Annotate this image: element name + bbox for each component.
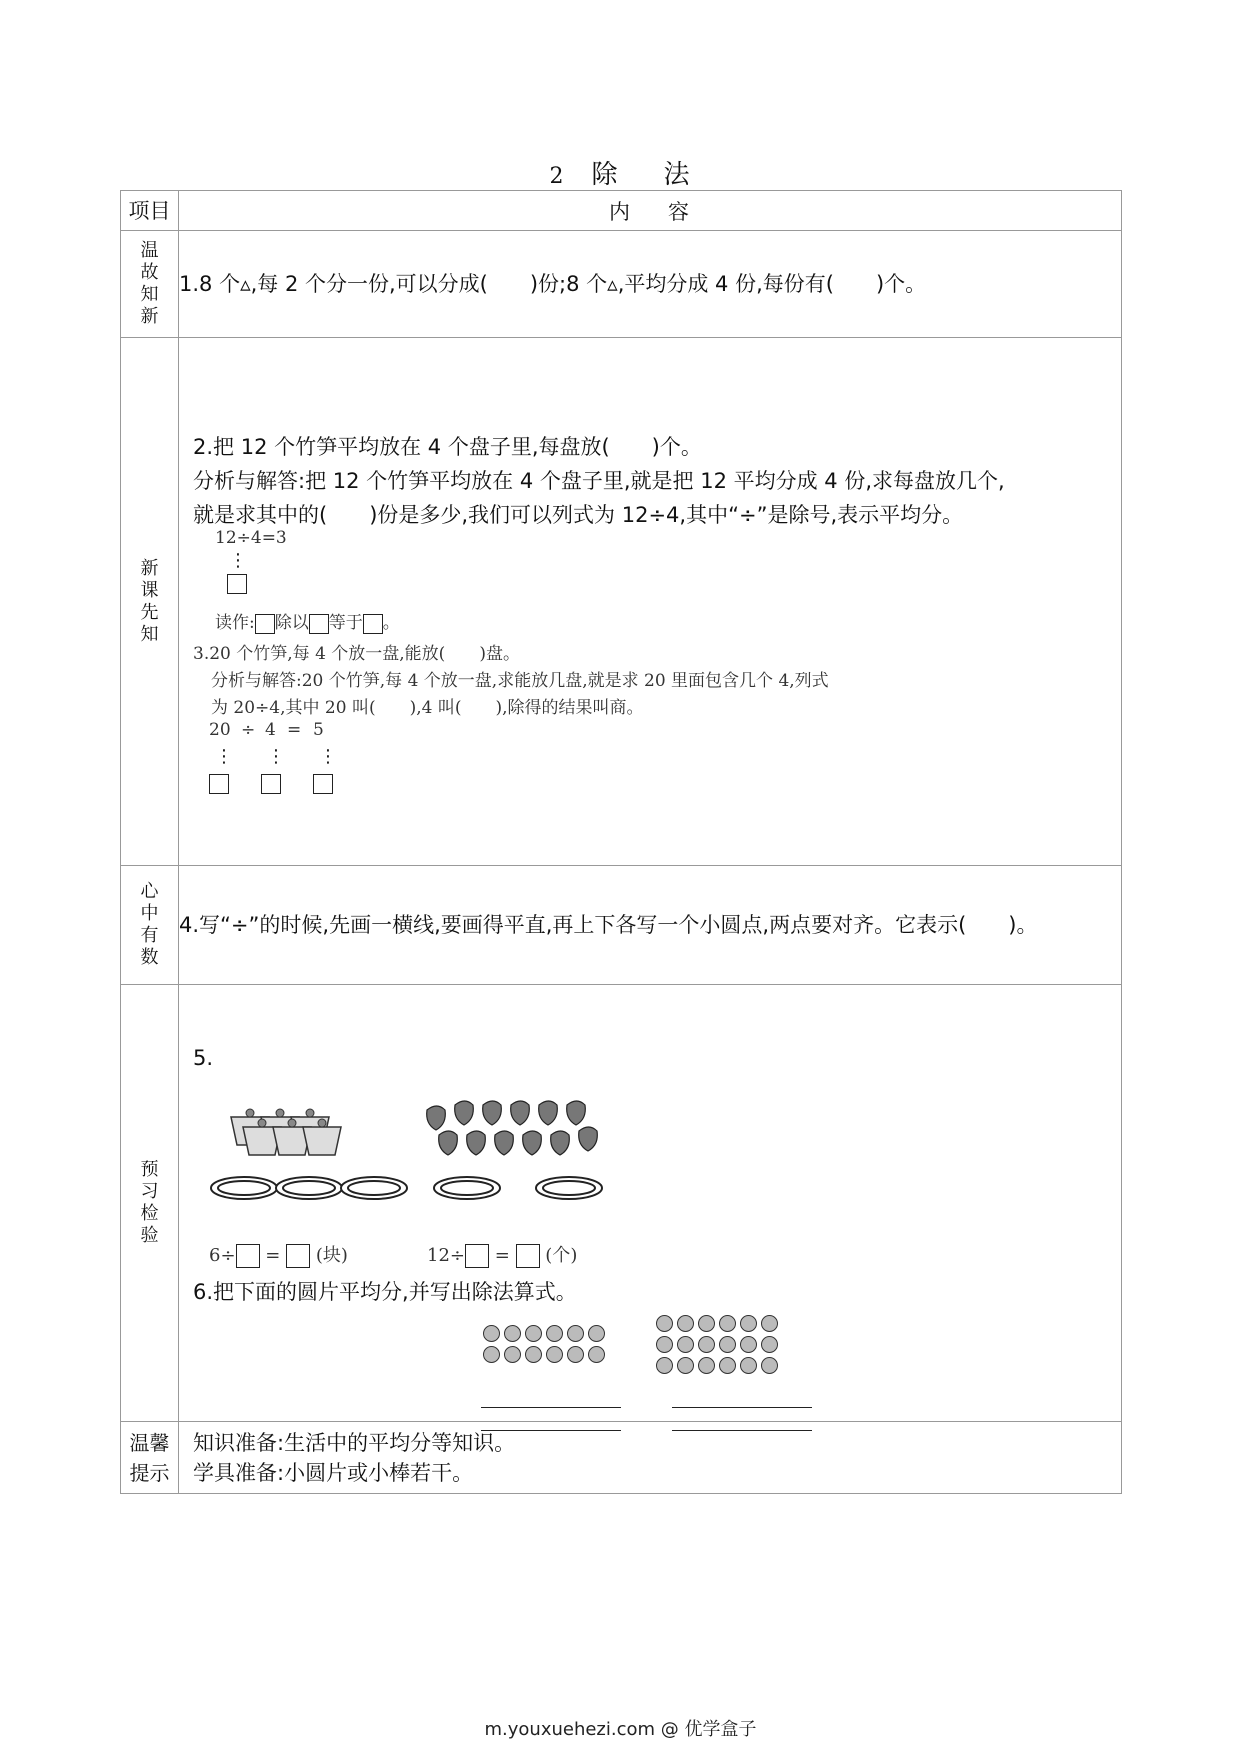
q6-answer-lines-left (481, 1385, 621, 1431)
question-3: 3.20 个竹笋,每 4 个放一盘,能放( )盘。 (193, 644, 520, 664)
label-char: 先 (140, 601, 159, 623)
disc-icon (677, 1336, 694, 1353)
answer-box[interactable] (516, 1244, 540, 1268)
label-char: 有 (140, 925, 159, 946)
row-mindful (121, 866, 1122, 985)
read-end: 。 (382, 613, 400, 633)
disc-icon (567, 1325, 584, 1342)
tips-content (179, 1422, 1122, 1494)
disc-icon (588, 1325, 605, 1342)
tip-tools: 学具准备:小圆片或小棒若干。 (193, 1460, 474, 1485)
header-row (121, 191, 1122, 231)
disc-icon (588, 1346, 605, 1363)
q5-equation-2 (427, 1241, 577, 1268)
preview-content (179, 985, 1122, 1422)
vdots-icon: ⋮ (215, 746, 233, 767)
label-char: 检 (140, 1203, 159, 1224)
label-char: 中 (140, 903, 159, 924)
question-1: 1.8 个▵,每 2 个分一份,可以分成( )份;8 个▵,平均分成 4 份,每份有( )个。 (179, 231, 1122, 338)
label-new-lesson (121, 338, 179, 866)
q5-eq1-dividend: 6÷ (209, 1245, 236, 1266)
disc-icon (740, 1336, 757, 1353)
strawberry-icon (427, 1106, 446, 1130)
header-content-b: 容 (668, 199, 691, 224)
question-3-analysis-2: 为 20÷4,其中 20 叫( ),4 叫( ),除得的结果叫商。 (211, 698, 644, 718)
answer-box[interactable] (309, 614, 329, 634)
label-char: 预 (140, 1159, 159, 1180)
lesson-number: 2 (549, 164, 566, 189)
disc-icon (740, 1357, 757, 1374)
strawberry-icon (579, 1127, 598, 1151)
disc-icon (740, 1315, 757, 1332)
disc-icon (761, 1336, 778, 1353)
cake-icon (303, 1127, 341, 1155)
label-char: 温 (140, 240, 159, 261)
answer-line[interactable] (672, 1430, 812, 1431)
eq2-dividend: 20 (209, 720, 231, 740)
label-char: 数 (140, 947, 159, 968)
disc-icon (719, 1315, 736, 1332)
q5-illustration (189, 1095, 629, 1250)
label-word: 温馨 (129, 1430, 170, 1455)
disc-icon (656, 1336, 673, 1353)
header-content-a: 内 (609, 199, 632, 224)
lesson-table (120, 190, 1122, 1494)
label-preview (121, 985, 179, 1422)
answer-box[interactable] (465, 1244, 489, 1268)
disc-icon (483, 1346, 500, 1363)
strawberry-icon (495, 1131, 514, 1155)
strawberry-group (427, 1101, 598, 1155)
header-item: 项目 (121, 191, 179, 231)
strawberry-icon (511, 1101, 530, 1125)
title-char-1: 除 (591, 160, 620, 190)
question-2: 2.把 12 个竹笋平均放在 4 个盘子里,每盘放( )个。 (193, 435, 702, 459)
answer-box[interactable] (209, 774, 229, 794)
answer-line[interactable] (481, 1430, 621, 1431)
title-char-2: 法 (663, 160, 692, 190)
disc-icon (525, 1346, 542, 1363)
q6-answer-lines-right (672, 1385, 812, 1431)
strawberry-icon (551, 1131, 570, 1155)
disc-icon (677, 1357, 694, 1374)
read-divide: 除以 (274, 613, 309, 633)
label-char: 心 (140, 881, 159, 902)
disc-icon (719, 1357, 736, 1374)
strawberry-icon (483, 1101, 502, 1125)
disc-icon (698, 1336, 715, 1353)
question-2-analysis: 分析与解答:把 12 个竹笋平均放在 4 个盘子里,就是把 12 平均分成 4 份,求每盘放几个,就是求其中的( )份是多少,我们可以列式为 12÷4,其中“÷”是除号,表示平均分。 (193, 469, 1005, 527)
row-tips (121, 1422, 1122, 1494)
strawberry-icon (439, 1131, 458, 1155)
question-5: 5. (193, 1046, 214, 1070)
disc-icon (567, 1346, 584, 1363)
tip-knowledge: 知识准备:生活中的平均分等知识。 (193, 1430, 516, 1455)
eq2-quotient: 5 (313, 720, 324, 740)
row-preview (121, 985, 1122, 1422)
equation-1: 12÷4=3 (215, 528, 287, 548)
label-char: 习 (140, 1181, 159, 1202)
answer-line[interactable] (672, 1407, 812, 1408)
row-review (121, 231, 1122, 338)
vdots-icon: ⋮ (267, 746, 285, 767)
q5-equation-1 (209, 1241, 348, 1268)
answer-box[interactable] (313, 774, 333, 794)
strawberry-icon (567, 1101, 586, 1125)
disc-icon (525, 1325, 542, 1342)
disc-icon (719, 1336, 736, 1353)
disc-icon (698, 1357, 715, 1374)
vdots-icon: ⋮ (229, 550, 247, 571)
read-equals: 等于 (328, 613, 363, 633)
label-char: 知 (140, 623, 159, 645)
q5-eq2-equals: = (494, 1245, 510, 1266)
question-4: 4.写“÷”的时候,先画一横线,要画得平直,再上下各写一个小圆点,两点要对齐。它表示( )。 (179, 866, 1122, 985)
strawberry-icon (467, 1131, 486, 1155)
answer-box[interactable] (236, 1244, 260, 1268)
strawberry-icon (523, 1131, 542, 1155)
label-mindful (121, 866, 179, 985)
q6-circles-right (654, 1313, 794, 1376)
q5-eq1-equals: = (265, 1245, 281, 1266)
eq2-divisor: 4 (265, 720, 276, 740)
header-content (179, 191, 1122, 231)
page-title (0, 154, 1241, 191)
answer-box[interactable] (255, 614, 275, 634)
q5-eq1-unit: (块) (315, 1245, 348, 1266)
vdots-icon: ⋮ (319, 746, 337, 767)
label-char: 故 (140, 262, 159, 283)
label-word: 提示 (129, 1460, 170, 1485)
cake-group (231, 1109, 341, 1155)
disc-icon (656, 1357, 673, 1374)
answer-box[interactable] (261, 774, 281, 794)
label-char: 验 (140, 1225, 159, 1246)
disc-icon (761, 1357, 778, 1374)
disc-icon (761, 1315, 778, 1332)
disc-icon (504, 1346, 521, 1363)
label-char: 课 (140, 579, 159, 601)
disc-icon (698, 1315, 715, 1332)
read-as-line (215, 608, 400, 634)
row-new-lesson (121, 338, 1122, 866)
read-as-label: 读作: (215, 613, 255, 633)
disc-icon (546, 1325, 563, 1342)
disc-icon (656, 1315, 673, 1332)
answer-line[interactable] (481, 1407, 621, 1408)
answer-box[interactable] (286, 1244, 310, 1268)
plate-group (211, 1177, 602, 1199)
label-char: 新 (140, 557, 159, 579)
q5-eq2-dividend: 12÷ (427, 1245, 465, 1266)
eq2-divide: ÷ (241, 720, 256, 740)
disc-icon (677, 1315, 694, 1332)
disc-icon (483, 1325, 500, 1342)
disc-icon (546, 1346, 563, 1363)
strawberry-icon (539, 1101, 558, 1125)
q5-eq2-unit: (个) (545, 1245, 578, 1266)
answer-box[interactable] (227, 574, 247, 594)
label-tips (121, 1422, 179, 1494)
eq2-equals: = (287, 720, 302, 740)
label-char: 知 (140, 284, 159, 305)
question-6: 6.把下面的圆片平均分,并写出除法算式。 (193, 1280, 577, 1304)
label-review (121, 231, 179, 338)
footer-watermark: m.youxuehezi.com @ 优学盒子 (484, 1719, 757, 1740)
answer-box[interactable] (363, 614, 383, 634)
new-lesson-content (179, 338, 1122, 866)
strawberry-icon (455, 1101, 474, 1125)
question-3-analysis-1: 分析与解答:20 个竹笋,每 4 个放一盘,求能放几盘,就是求 20 里面包含几个 4,列式 (211, 671, 829, 691)
q6-circles-left (481, 1323, 621, 1365)
disc-icon (504, 1325, 521, 1342)
label-char: 新 (140, 306, 159, 327)
